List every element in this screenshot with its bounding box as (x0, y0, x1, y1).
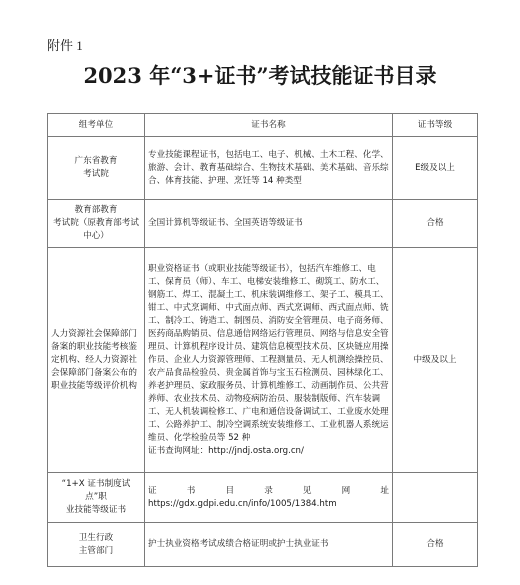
table-row (48, 473, 478, 523)
unit-cell: 教育部教育 考试院（原教育部考试 中心） (48, 200, 145, 248)
header-unit: 组考单位 (48, 114, 145, 137)
level-cell: 中级及以上 (393, 248, 478, 473)
unit-cell: 广东省教育 考试院 (48, 137, 145, 200)
unit-cell: 人力资源社会保障部门备案的职业技能考核鉴定机构、经人力资源社会保障部门备案公布的职业技能等级评价机构 (48, 248, 145, 473)
table-row (48, 200, 478, 248)
table-header-row (48, 114, 478, 137)
level-cell: E级及以上 (393, 137, 478, 200)
unit-cell: “1+X 证书制度试点”职 业技能等级证书 (48, 473, 145, 523)
level-cell: 合格 (393, 200, 478, 248)
catalog-prefix: 证 书 目 录 见 网 址 (148, 485, 389, 496)
page-title: 2023 年“3+证书”考试技能证书目录 (83, 63, 437, 88)
attachment-label: 附件 1 (47, 38, 83, 53)
certificate-table (47, 113, 478, 567)
table-row (48, 248, 478, 473)
certificate-name-cell: 职业资格证书（或职业技能等级证书），包括汽车维修工、电工、保育员（师）、车工、电梯安装维修工、砌筑工、防水工、钢筋工、焊工、混凝土工、机床装调维修工、架子工、模具工、钳工、中式烹调师、中式面点师、西式烹调师、西式面点师、铣工、制冷工、铸造工、制图员、消防安全管理员、电子商务师、医药商品购销员、信息通信网络运行管理员、网络与信息安全管理员、计算机程序设计员、建筑信息模型技术员、区块链应用操作员、企业人力资源管理师、工程测量员、无人机测绘操控员、农产品食品检验员、贵金属首饰与宝玉石检测员、园林绿化工、养老护理员、家政服务员、计算机维修工、动画制作员、公共营养师、农业技术员、动物疫病防治员、服装制版师、汽车装调工、无人机装调检修工、广电和通信设备调试工、工业废水处理工、公路养护工、制冷空调系统安装维修工、工业机器人系统运维员、化学检验员等 52 种 证书查询网址：http://jndj.osta.org.cn/ (145, 248, 393, 473)
unit-cell: 卫生行政 主管部门 (48, 523, 145, 567)
catalog-url[interactable]: https://gdx.gdpi.edu.cn/info/1005/1384.htm (148, 498, 337, 509)
certificate-name-cell: 护士执业资格考试成绩合格证明或护士执业证书 (145, 523, 393, 567)
query-url[interactable]: 证书查询网址：http://jndj.osta.org.cn/ (148, 445, 304, 456)
table-row (48, 523, 478, 567)
certificate-name-cell: 专业技能课程证书，包括电工、电子、机械、土木工程、化学、旅游、会计、教育基础综合、生物技术基础、美术基础、音乐综合、体育技能、护理、烹饪等 14 种类型 (145, 137, 393, 200)
certificate-name-cell: 全国计算机等级证书、全国英语等级证书 (145, 200, 393, 248)
level-cell: 合格 (393, 523, 478, 567)
level-cell (393, 473, 478, 523)
table-row (48, 137, 478, 200)
certificate-name-cell (145, 473, 393, 523)
header-name: 证书名称 (145, 114, 393, 137)
header-level: 证书等级 (393, 114, 478, 137)
